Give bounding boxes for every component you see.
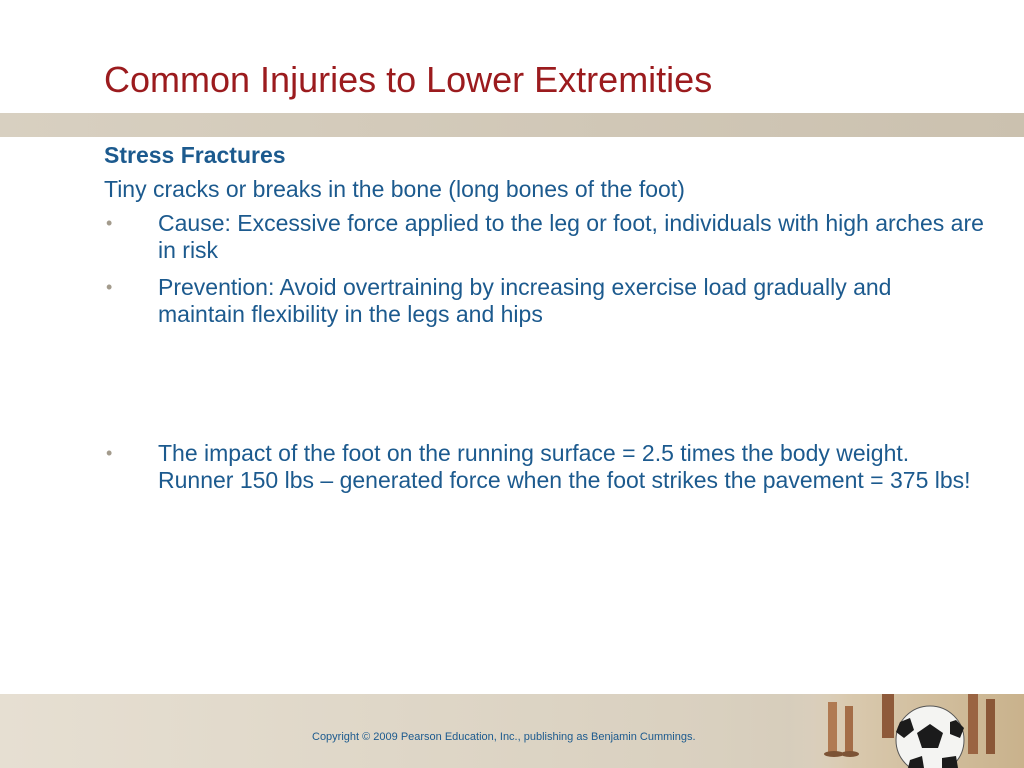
- leg-shape: [845, 706, 853, 752]
- bullet-marker: •: [106, 443, 113, 463]
- bullet-marker: •: [106, 277, 113, 297]
- bullet-item: [104, 210, 984, 264]
- title-band: [0, 113, 1024, 137]
- section-heading: Stress Fractures: [104, 142, 286, 168]
- copyright-text: Copyright © 2009 Pearson Education, Inc., publishing as Benjamin Cummings.: [312, 731, 696, 743]
- bullet-text: The impact of the foot on the running surface = 2.5 times the body weight. Runner 150 lbs – generated force when the foot strikes the pavement = 375 lbs!: [158, 440, 971, 493]
- leg-shape: [828, 702, 837, 752]
- soccer-ball-photo: [790, 694, 1024, 768]
- soccer-ball-icon: [896, 706, 964, 768]
- bullet-item: [104, 440, 984, 494]
- bullet-text: Cause: Excessive force applied to the leg or foot, individuals with high arches are in risk: [158, 210, 984, 263]
- leg-shape: [986, 699, 995, 754]
- leg-shape: [882, 694, 894, 738]
- slide-body: [104, 140, 984, 494]
- leg-shape: [968, 694, 978, 754]
- bullet-item: [104, 274, 984, 328]
- spacer: [104, 328, 984, 436]
- slide-title: Common Injuries to Lower Extremities: [104, 59, 713, 100]
- bullet-text: Prevention: Avoid overtraining by increasing exercise load gradually and maintain flexibility in the legs and hips: [158, 274, 892, 327]
- intro-text: Tiny cracks or breaks in the bone (long bones of the foot): [104, 176, 685, 202]
- bullet-marker: •: [106, 213, 113, 233]
